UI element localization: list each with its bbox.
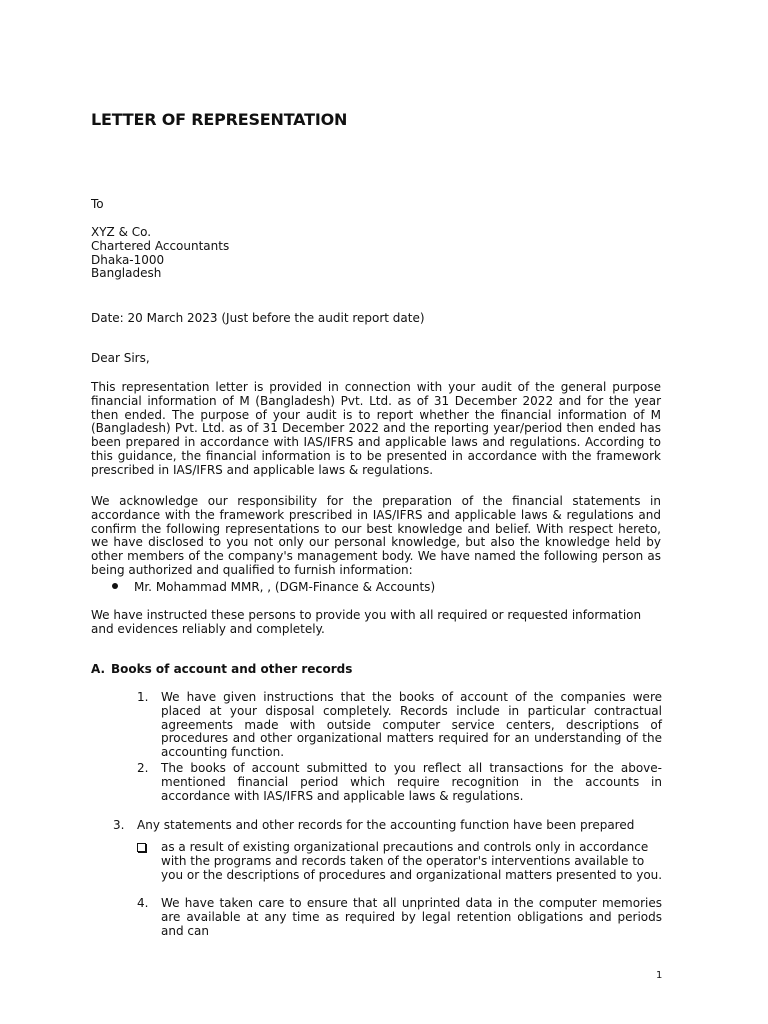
bullet-icon — [112, 583, 118, 589]
item-text: Any statements and other records for the accounting function have been prepared — [137, 818, 635, 832]
square-bullet-icon — [137, 843, 146, 852]
item-text: We have given instructions that the books of account of the companies were placed at your disposal completely. Records include in particular contractual agreements made with outside computer service centers, descriptions of procedures and other organizational matters required for an understanding of the accounting function. — [161, 690, 662, 760]
authorized-person-item — [112, 580, 612, 594]
address-line: Chartered Accountants — [91, 238, 230, 253]
sub-list-item — [137, 840, 667, 882]
item-text: We have taken care to ensure that all unprinted data in the computer memories are available at any time as required by legal retention obligations and periods and can — [161, 896, 662, 938]
paragraph-acknowledgement: We acknowledge our responsibility for the preparation of the financial statements in accordance with the framework prescribed in IAS/IFRS and applicable laws & regulations and confirm the following representations to our best knowledge and belief. With respect hereto, we have disclosed to you not only our personal knowledge, but also the knowledge held by other members of the company's management body. We have named the following person as being authorized and qualified to furnish information: — [91, 494, 661, 577]
salutation: Dear Sirs, — [91, 351, 150, 365]
item-number: 2. — [137, 761, 149, 775]
document-title: LETTER OF REPRESENTATION — [91, 110, 348, 129]
list-item — [137, 897, 662, 938]
list-item — [137, 762, 662, 803]
section-title: Books of account and other records — [111, 662, 353, 676]
list-item — [137, 691, 662, 760]
sub-item-text: as a result of existing organizational precautions and controls only in accordance with the programs and records taken of the operator's interventions available to you or the descriptions of procedures and organizational matters presented to you. — [161, 840, 663, 882]
paragraph-intro: This representation letter is provided in connection with your audit of the general purpose financial information of M (Bangladesh) Pvt. Ltd. as of 31 December 2022 and for the year then ended. The purpose of your audit is to report whether the financial information of M (Bangladesh) Pvt. Ltd. as of 31 December 2022 and the reporting year/period then ended has been prepared in accordance with IAS/IFRS and applicable laws and regulations. According to this guidance, the financial information is to be presented in accordance with the framework prescribed in IAS/IFRS and applicable laws & regulations. — [91, 380, 661, 477]
date-line: Date: 20 March 2023 (Just before the audit report date) — [91, 311, 425, 325]
item-number: 3. — [113, 818, 125, 832]
paragraph-instruction: We have instructed these persons to provide you with all required or requested information and evidences reliably and completely. — [91, 608, 642, 636]
item-number: 1. — [137, 690, 149, 704]
section-a-heading — [91, 662, 352, 676]
address-line: Dhaka-1000 — [91, 252, 165, 267]
address-to: To — [91, 197, 104, 211]
authorized-person: Mr. Mohammad MMR, , (DGM-Finance & Accounts) — [134, 580, 436, 594]
page-number: 1 — [656, 970, 663, 981]
address-line: XYZ & Co. — [91, 225, 152, 239]
recipient-address — [91, 226, 661, 281]
item-number: 4. — [137, 896, 149, 910]
item-text: The books of account submitted to you reflect all transactions for the above-mentioned financial period which require recognition in the accounts in accordance with IAS/IFRS and applicable laws & regulations. — [161, 761, 662, 803]
list-item — [113, 818, 673, 832]
section-letter: A. — [91, 662, 106, 676]
address-line: Bangladesh — [91, 266, 162, 281]
